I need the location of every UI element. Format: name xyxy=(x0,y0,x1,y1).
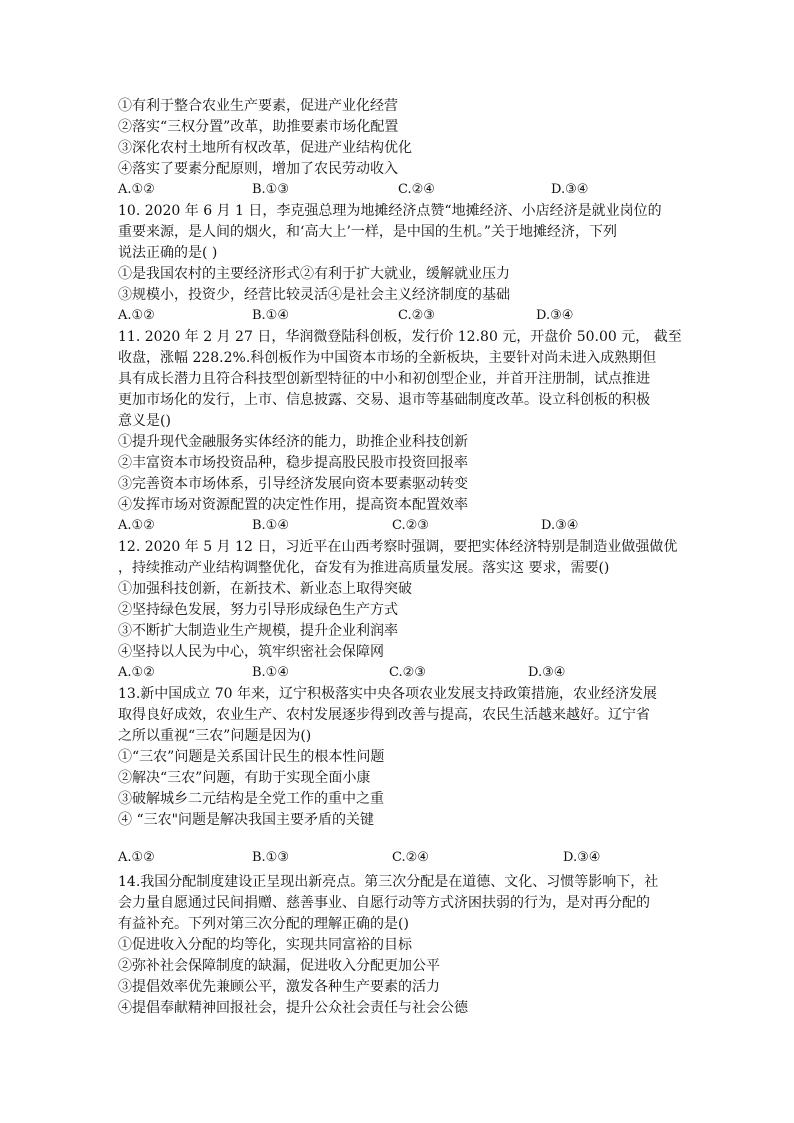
q14-stem-line-3: 有益补充。下列对第三次分配的理解正确的是() xyxy=(118,916,409,932)
q11-option-b: B.①④ xyxy=(252,518,289,533)
q11-statement-1: ①提升现代金融服务实体经济的能力，助推企业科技创新 xyxy=(118,434,468,450)
q13-stem-line-2: 取得良好成效，农业生产、农村发展逐步得到改善与提高，农民生活越来越好。辽宁省 xyxy=(118,707,650,723)
q10-option-d: D.③④ xyxy=(536,308,574,323)
q14-statement-1: ①促进收入分配的均等化，实现共同富裕的目标 xyxy=(118,937,412,953)
q12-stem-line-1: 12. 2020 年 5 月 12 日，习近平在山西考察时强调，要把实体经济特别是制造业做强做优 xyxy=(118,539,678,555)
q13-statement-3: ③破解城乡二元结构是全党工作的重中之重 xyxy=(118,791,384,807)
q12-option-b: B.①④ xyxy=(252,665,289,680)
q14-stem-line-2: 会力量自愿通过民间捐赠、慈善事业、自愿行动等方式济困扶弱的行为，是对再分配的 xyxy=(118,895,650,911)
q11-option-d: D.③④ xyxy=(541,518,579,533)
q11-stem-line-3: 具有成长潜力且符合科技型创新型特征的中小和初创型企业，并首开注册制，试点推进 xyxy=(118,371,650,387)
q13-statement-4: ④ “三农"问题是解决我国主要矛盾的关键 xyxy=(118,812,375,828)
q13-option-d: D.③④ xyxy=(563,850,601,865)
q11-stem-line-1: 11. 2020 年 2 月 27 日，华润微登陆科创板，发行价 12.80 元，开盘价 50.00 元， 截至 xyxy=(118,329,682,345)
q10-option-a: A.①② xyxy=(118,308,155,323)
q11-option-a: A.①② xyxy=(118,518,155,533)
q12-option-a: A.①② xyxy=(118,665,155,680)
q12-option-d: D.③④ xyxy=(528,665,566,680)
q9-statement-2: ②落实“三权分置”改革，助推要素市场化配置 xyxy=(118,119,399,135)
q10-option-c: C.②③ xyxy=(398,308,435,323)
q10-stem-line-3: 说法正确的是( ) xyxy=(118,245,218,261)
q11-statement-4: ④发挥市场对资源配置的决定性作用，提高资本配置效率 xyxy=(118,497,468,513)
q11-statement-2: ②丰富资本市场投资品种，稳步提高股民股市投资回报率 xyxy=(118,455,468,471)
q12-statement-2: ②坚持绿色发展，努力引导形成绿色生产方式 xyxy=(118,602,398,618)
q11-option-c: C.②③ xyxy=(392,518,429,533)
q13-stem-line-1: 13.新中国成立 70 年来，辽宁积极落实中央各项农业发展支持政策措施，农业经济发展 xyxy=(118,686,657,702)
q13-option-c: C.②④ xyxy=(392,850,429,865)
q10-statement-1: ①是我国农村的主要经济形式②有利于扩大就业，缓解就业压力 xyxy=(118,266,510,282)
q9-option-b: B.①③ xyxy=(252,182,289,197)
q13-statement-2: ②解决“三农”问题，有助于实现全面小康 xyxy=(118,770,371,786)
q12-stem-line-2: ，持续推动产业结构调整优化，奋发有为推进高质量发展。落实这 要求，需要() xyxy=(118,560,610,576)
q13-option-b: B.①③ xyxy=(252,850,289,865)
q10-option-b: B.①④ xyxy=(252,308,289,323)
q9-option-a: A.①② xyxy=(118,182,155,197)
q13-statement-1: ①“三农”问题是关系国计民生的根本性问题 xyxy=(118,749,385,765)
q12-statement-1: ①加强科技创新，在新技术、新业态上取得突破 xyxy=(118,581,412,597)
q9-option-d: D.③④ xyxy=(551,182,589,197)
q11-statement-3: ③完善资本市场体系，引导经济发展向资本要素驱动转变 xyxy=(118,476,468,492)
q13-stem-line-3: 之所以重视“三农”问题是因为() xyxy=(118,728,312,744)
q14-statement-4: ④提倡奉献精神回报社会，提升公众社会责任与社会公德 xyxy=(118,1000,468,1016)
q9-statement-4: ④落实了要素分配原则，增加了农民劳动收入 xyxy=(118,161,398,177)
q14-statement-2: ②弥补社会保障制度的缺漏，促进收入分配更加公平 xyxy=(118,958,440,974)
q10-statement-2: ③规模小，投资少，经营比较灵活④是社会主义经济制度的基础 xyxy=(118,287,510,303)
q11-stem-line-2: 收盘，涨幅 228.2%.科创板作为中国资本市场的全新板块，主要针对尚未进入成熟期但 xyxy=(118,350,657,366)
q9-statement-1: ①有利于整合农业生产要素，促进产业化经营 xyxy=(118,98,398,114)
q13-option-a: A.①② xyxy=(118,850,155,865)
q12-statement-3: ③不断扩大制造业生产规模，提升企业利润率 xyxy=(118,623,398,639)
q12-option-c: C.②③ xyxy=(389,665,426,680)
q9-option-c: C.②④ xyxy=(398,182,435,197)
q14-stem-line-1: 14.我国分配制度建设正呈现出新亮点。第三次分配是在道德、文化、习惯等影响下，社 xyxy=(118,874,659,890)
q10-stem-line-2: 重要来源，是人间的烟火，和‘高大上’一样，是中国的生机。”关于地摊经济，下列 xyxy=(118,224,618,240)
q11-stem-line-4: 更加市场化的发行，上市、信息披露、交易、退市等基础制度改革。设立科创板的积极 xyxy=(118,392,650,408)
q9-statement-3: ③深化农村土地所有权改革，促进产业结构优化 xyxy=(118,140,412,156)
q10-stem-line-1: 10. 2020 年 6 月 1 日，李克强总理为地摊经济点赞“地摊经济、小店经济是就业岗位的 xyxy=(118,203,662,219)
q14-statement-3: ③提倡效率优先兼顾公平，激发各种生产要素的活力 xyxy=(118,979,440,995)
q12-statement-4: ④坚持以人民为中心，筑牢织密社会保障网 xyxy=(118,644,384,660)
q11-stem-line-5: 意义是() xyxy=(118,413,171,429)
